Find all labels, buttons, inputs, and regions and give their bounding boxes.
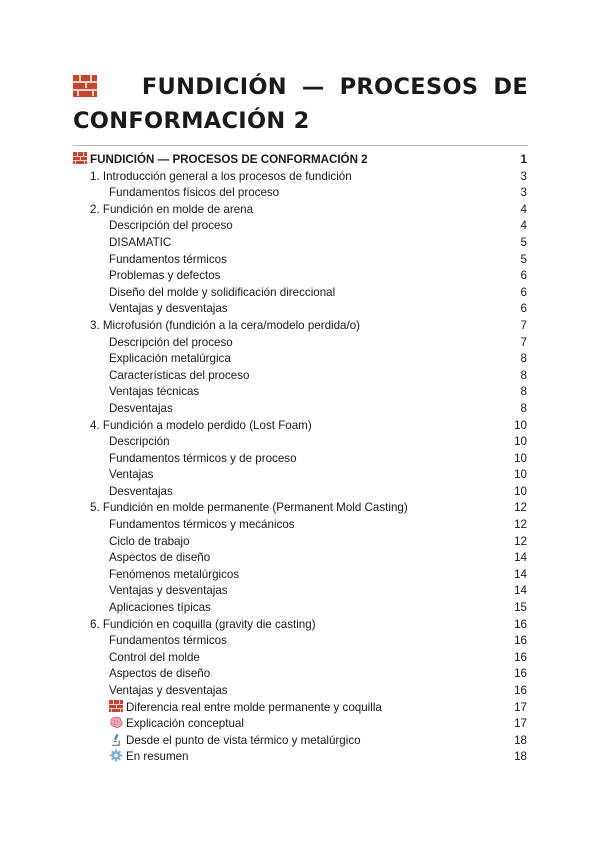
toc-page-number: 10	[514, 435, 527, 449]
toc-page-number: 4	[520, 219, 527, 233]
toc-entry[interactable]	[73, 202, 528, 219]
toc-page-number: 18	[514, 750, 527, 764]
toc-page-number: 16	[514, 617, 527, 631]
toc-entry-label	[109, 683, 228, 700]
toc-entry[interactable]	[73, 235, 528, 252]
toc-page-number: 14	[514, 551, 527, 565]
toc-page-number: 5	[520, 252, 527, 266]
toc-page-number: 3	[520, 169, 527, 183]
toc-entry-label	[90, 169, 352, 186]
toc-entry-text: Desde el punto de vista térmico y metalúrgico	[126, 733, 361, 747]
toc-page-number: 1	[520, 153, 527, 166]
toc-page-number: 12	[514, 518, 527, 532]
toc-entry-text: 2. Fundición en molde de arena	[90, 202, 254, 216]
toc-page-number: 7	[520, 335, 527, 349]
toc-page-number: 8	[520, 352, 527, 366]
toc-page-number: 18	[514, 733, 527, 747]
toc-entry-label	[90, 500, 408, 517]
toc-entry-text: Descripción del proceso	[109, 219, 233, 233]
toc-entry-label	[109, 351, 231, 368]
toc-entry[interactable]	[73, 434, 528, 451]
brick-icon	[73, 75, 97, 97]
toc-entry[interactable]	[73, 666, 528, 683]
toc-entry[interactable]	[73, 749, 528, 766]
toc-entry-label	[109, 534, 190, 551]
toc-entry-text: Ventajas y desventajas	[109, 302, 228, 316]
toc-page-number: 4	[520, 202, 527, 216]
toc-page-number: 5	[520, 235, 527, 249]
toc-entry-label	[109, 252, 227, 269]
toc-entry-text: 5. Fundición en molde permanente (Permanent Mold Casting)	[90, 501, 408, 515]
toc-page-number: 7	[520, 318, 527, 332]
toc-entry[interactable]	[73, 733, 528, 750]
toc-page-number: 16	[514, 667, 527, 681]
toc-entry[interactable]	[73, 633, 528, 650]
toc-entry[interactable]	[73, 700, 528, 717]
toc-entry[interactable]	[73, 285, 528, 302]
toc-page-number: 16	[514, 684, 527, 697]
toc-entry-label	[109, 567, 239, 584]
toc-entry-text: 1. Introducción general a los procesos de fundición	[90, 169, 352, 183]
toc-entry-text: Control del molde	[109, 650, 200, 664]
toc-entry-label	[109, 517, 295, 534]
gear-icon	[109, 749, 123, 762]
toc-entry-label	[109, 650, 200, 667]
brick-icon	[73, 152, 87, 164]
toc-entry-text: Fundamentos térmicos y mecánicos	[109, 518, 295, 532]
toc-entry-text: Descripción del proceso	[109, 335, 233, 349]
toc-entry-text: DISAMATIC	[109, 235, 172, 249]
toc-entry[interactable]	[73, 418, 528, 435]
toc-entry-text: Fundamentos físicos del proceso	[109, 186, 280, 200]
toc-page-number: 12	[514, 501, 527, 515]
toc-entry-label	[109, 666, 210, 683]
toc-entry[interactable]	[73, 301, 528, 318]
toc-entry-label	[109, 733, 361, 750]
toc-entry-text: Ventajas	[109, 468, 154, 482]
toc-entry-text: Características del proceso	[109, 368, 250, 382]
toc-page-number: 17	[514, 717, 527, 731]
toc-entry-text: Ventajas y desventajas	[109, 584, 228, 598]
toc-page-number: 6	[520, 269, 527, 283]
toc-entry[interactable]	[73, 401, 528, 418]
toc-entry[interactable]	[73, 550, 528, 567]
toc-entry-label	[109, 285, 335, 302]
toc-entry-label	[109, 716, 244, 733]
toc-entry-label	[109, 484, 173, 501]
toc-entry-text: Aplicaciones típicas	[109, 601, 211, 615]
toc-page-number: 10	[514, 451, 527, 465]
toc-entry[interactable]	[73, 351, 528, 368]
toc-entry[interactable]	[73, 500, 528, 517]
toc-page-number: 16	[514, 634, 527, 648]
toc-page-number: 10	[514, 484, 527, 498]
toc-entry-label	[109, 451, 297, 468]
toc-entry-text: Problemas y defectos	[109, 269, 221, 283]
toc-entry[interactable]	[73, 218, 528, 235]
toc-entry[interactable]	[73, 600, 528, 617]
toc-entry-text: Ventajas técnicas	[109, 385, 200, 399]
toc-entry[interactable]	[73, 368, 528, 385]
toc-entry[interactable]	[73, 650, 528, 667]
toc-entry-text: Aspectos de diseño	[109, 551, 211, 565]
toc-page-number: 10	[514, 418, 527, 432]
toc-entry-text: Fundamentos térmicos	[109, 634, 227, 648]
toc-page-number: 14	[514, 584, 527, 598]
microscope-icon	[109, 733, 123, 746]
toc-entry-label	[109, 368, 249, 385]
toc-entry-label	[109, 550, 210, 567]
toc-entry-label	[109, 384, 199, 401]
toc-entry[interactable]	[73, 583, 528, 600]
toc-entry-text: 6. Fundición en coquilla (gravity die casting)	[90, 617, 316, 631]
toc-entry[interactable]	[73, 451, 528, 468]
toc-entry-label	[90, 202, 253, 219]
toc-entry-label	[109, 467, 153, 484]
toc-entry-label	[109, 235, 171, 252]
toc-entry-label	[109, 700, 382, 717]
toc-entry[interactable]	[73, 683, 528, 700]
toc-entry[interactable]	[73, 484, 528, 501]
toc-entry-text: Ventajas y desventajas	[109, 684, 228, 697]
toc-entry[interactable]	[73, 252, 528, 269]
toc-entry-text: Fundamentos térmicos	[109, 252, 227, 266]
toc-entry-text: FUNDICIÓN — PROCESOS DE CONFORMACIÓN 2	[90, 153, 368, 166]
toc-entry-text: Diferencia real entre molde permanente y coquilla	[126, 700, 382, 714]
toc-entry[interactable]	[73, 534, 528, 551]
table-of-contents	[73, 152, 528, 766]
toc-entry-label	[109, 401, 173, 418]
toc-page-number: 6	[520, 302, 527, 316]
toc-entry-text: Fenómenos metalúrgicos	[109, 567, 240, 581]
toc-page-number: 10	[514, 468, 527, 482]
toc-page-number: 3	[520, 186, 527, 200]
toc-entry-label	[109, 434, 170, 451]
brain-icon	[109, 716, 123, 729]
toc-entry-label	[109, 335, 233, 352]
toc-entry-label	[109, 301, 228, 318]
toc-entry-label	[109, 185, 279, 202]
page-title: FUNDICIÓN — PROCESOS DE CONFORMACIÓN 2	[73, 74, 529, 134]
toc-entry[interactable]	[73, 467, 528, 484]
divider	[73, 145, 528, 146]
toc-entry[interactable]	[73, 318, 528, 335]
toc-entry-text: Explicación metalúrgica	[109, 352, 231, 366]
toc-entry-text: Explicación conceptual	[126, 717, 244, 731]
toc-entry[interactable]	[73, 716, 528, 733]
toc-entry-label	[90, 617, 316, 634]
toc-page-number: 15	[514, 601, 527, 615]
toc-entry-text: Fundamentos térmicos y de proceso	[109, 451, 297, 465]
toc-entry-label	[109, 218, 233, 235]
toc-entry[interactable]	[73, 185, 528, 202]
toc-entry[interactable]	[73, 152, 528, 169]
toc-entry-label	[90, 318, 360, 335]
toc-entry-text: Diseño del molde y solidificación direccional	[109, 285, 336, 299]
toc-entry[interactable]	[73, 335, 528, 352]
toc-entry-label	[109, 600, 211, 617]
toc-page-number: 6	[520, 285, 527, 299]
toc-entry-label	[109, 749, 189, 766]
toc-entry[interactable]	[73, 384, 528, 401]
toc-entry[interactable]	[73, 169, 528, 186]
toc-entry-label	[109, 268, 220, 285]
toc-entry-label	[73, 152, 368, 169]
toc-page-number: 8	[520, 368, 527, 382]
toc-entry-text: En resumen	[126, 750, 189, 764]
toc-entry-text: Desventajas	[109, 484, 173, 498]
toc-page-number: 16	[514, 650, 527, 664]
toc-entry-text: Descripción	[109, 435, 170, 449]
toc-page-number: 12	[514, 534, 527, 548]
toc-entry-label	[109, 633, 227, 650]
toc-page-number: 14	[514, 567, 527, 581]
toc-entry-label	[109, 583, 228, 600]
toc-page-number: 17	[514, 700, 527, 714]
toc-entry[interactable]	[73, 268, 528, 285]
toc-entry-text: Aspectos de diseño	[109, 667, 211, 681]
toc-entry[interactable]	[73, 617, 528, 634]
toc-page-number: 8	[520, 401, 527, 415]
toc-entry[interactable]	[73, 517, 528, 534]
toc-entry-label	[90, 418, 312, 435]
brick-icon	[109, 700, 123, 712]
toc-page-number: 8	[520, 385, 527, 399]
toc-entry-text: Desventajas	[109, 401, 173, 415]
toc-entry-text: 4. Fundición a modelo perdido (Lost Foam)	[90, 418, 312, 432]
toc-entry-text: Ciclo de trabajo	[109, 534, 190, 548]
toc-entry-text: 3. Microfusión (fundición a la cera/modelo perdida/o)	[90, 318, 361, 332]
toc-entry[interactable]	[73, 567, 528, 584]
